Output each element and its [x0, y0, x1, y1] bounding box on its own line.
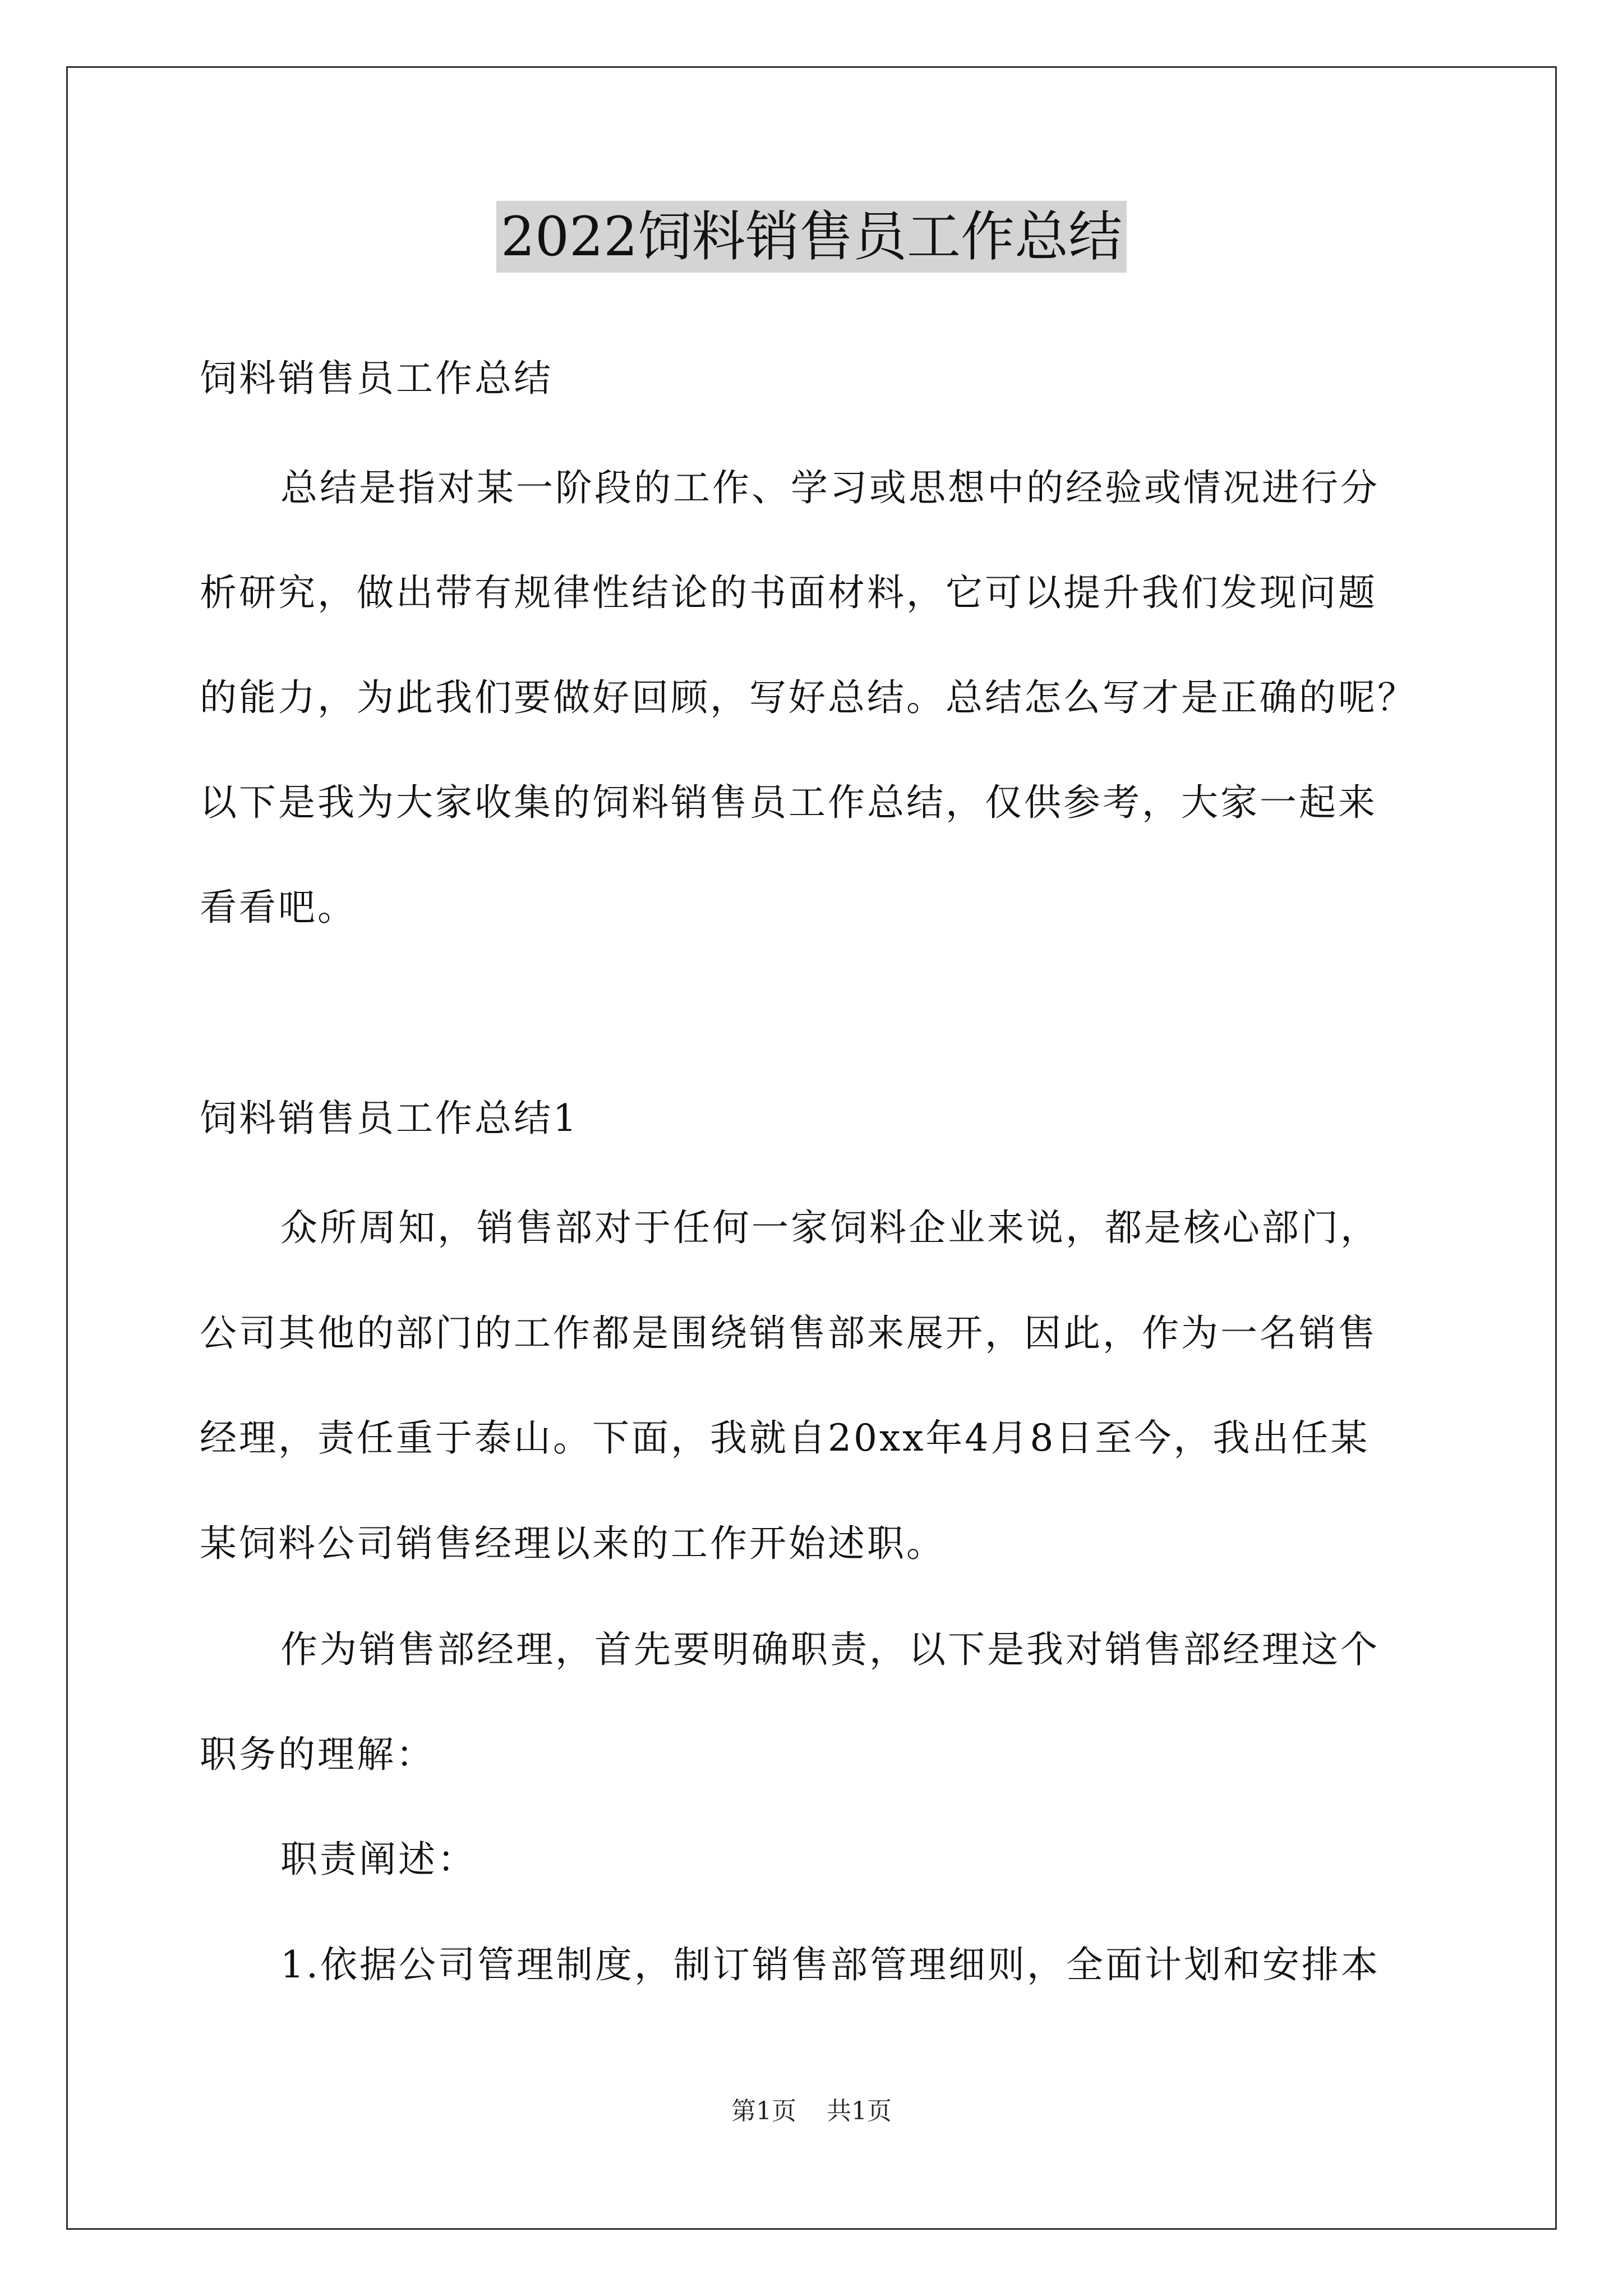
- para4-line: 1.依据公司管理制度，制订销售部管理细则，全面计划和安排本: [280, 1943, 1380, 1986]
- intro-line-1: 总结是指对某一阶段的工作、学习或思想中的经验或情况进行分: [280, 466, 1380, 509]
- para3-line: 职责阐述：: [280, 1838, 477, 1881]
- section-heading: 饲料销售员工作总结1: [200, 1097, 579, 1140]
- intro-line-4: 以下是我为大家收集的饲料销售员工作总结，仅供参考，大家一起来: [200, 781, 1377, 824]
- para1-line-1: 众所周知，销售部对于任何一家饲料企业来说，都是核心部门，: [280, 1206, 1380, 1249]
- para1-line-4: 某饲料公司销售经理以来的工作开始述职。: [200, 1522, 946, 1565]
- para1-line-3: 经理，责任重于泰山。下面，我就自20xx年4月8日至今，我出任某: [200, 1416, 1370, 1460]
- para1-line-2: 公司其他的部门的工作都是围绕销售部来展开，因此，作为一名销售: [200, 1312, 1377, 1355]
- page-footer: [0, 2095, 1623, 2128]
- para2-line-2: 职务的理解：: [200, 1733, 435, 1776]
- document-title: [0, 197, 1623, 276]
- page-current: 第1页: [731, 2097, 796, 2125]
- subtitle: 饲料销售员工作总结: [200, 357, 553, 400]
- intro-line-5: 看看吧。: [200, 886, 357, 929]
- para2-line-1: 作为销售部经理，首先要明确职责，以下是我对销售部经理这个: [280, 1628, 1380, 1671]
- document-title-text: 2022饲料销售员工作总结: [496, 201, 1127, 273]
- page-total: 共1页: [827, 2097, 892, 2125]
- intro-line-2: 析研究，做出带有规律性结论的书面材料，它可以提升我们发现问题: [200, 571, 1377, 614]
- intro-line-3: 的能力，为此我们要做好回顾，写好总结。总结怎么写才是正确的呢？: [200, 676, 1417, 719]
